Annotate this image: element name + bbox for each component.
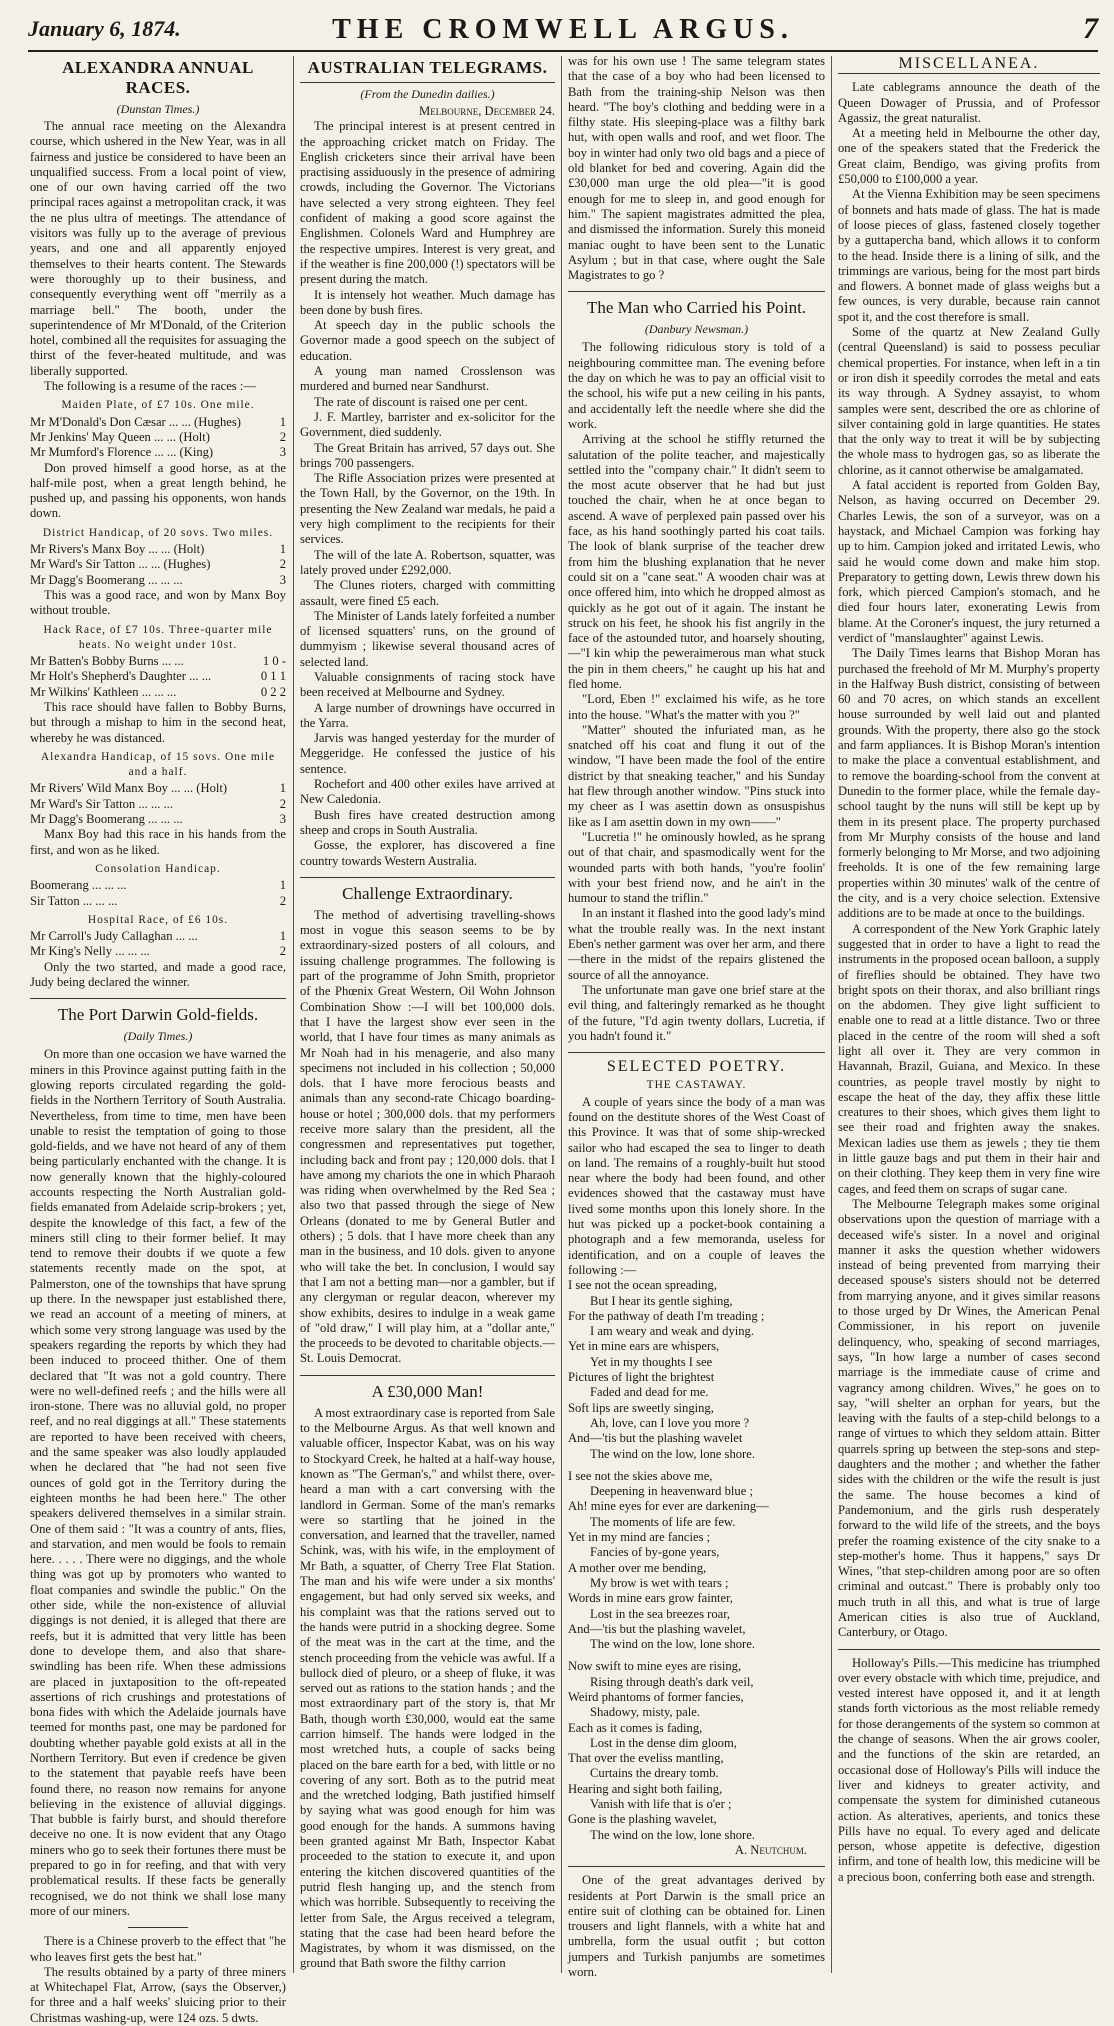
poem-line: And—'tis but the plashing wavelet (568, 1431, 743, 1446)
telegram-items (300, 119, 555, 869)
poem-line: Words in mine ears grow fainter, (568, 1591, 733, 1606)
poem-line: Ah! mine eyes for ever are darkening— (568, 1499, 769, 1514)
poem-line: I see not the skies above me, (568, 1468, 713, 1483)
poem-line: And—'tis but the plashing wavelet, (568, 1621, 746, 1636)
hospital-note: Only the two started, and made a good race, Judy being declared the winner. (30, 959, 286, 990)
point-paragraph: The unfortunate man gave one brief stare at the evil thing, and falteringly remarked as he thought of the future, "I'd agin twenty dollars, Lucretia, if you hadn't found it." (568, 982, 825, 1043)
telegram-item: Valuable consignments of racing stock have been received at Melbourne and Sydney. (300, 669, 555, 700)
miscellanea-item: A fatal accident is reported from Golden Bay, Nelson, as having occurred on December 29. Charles Lewis, the son of a surveyor, was on a haystack, and Michael Campion was forking hay up to him. Campion joked and irritated Lewis, who said he would come down and make him stop. Preparatory to getting down, Lewis threw down his fork, which pierced Campion's stomach, and he died four hours later, exonerating Lewis from blame. At the Coroner's inquest, the jury returned a verdict of "manslaughter" against Lewis. (838, 478, 1100, 645)
hack-race-heading: Hack Race, of £7 10s. Three-quarter mile heats. No weight under 10st. (43, 623, 273, 651)
point-paragraph: "Lord, Eben !" exclaimed his wife, as he tore into the house. "What's the matter with you ?" (568, 692, 825, 722)
miscellanea-item: A correspondent of the New York Graphic lately suggested that in order to have a light to read the instruments in the proposed ocean balloon, a supply of fireflies should be obtained. They have two bright spots on their thorax, and also brilliant rings on the abdomen. They give light sufficient to enable one to read at a little distance. Two or three placed in the centre of the room will shed a soft light all over it. They are very common in Havannah, Brazil, Guiana, and Mexico. In these countries, as people travel mostly by night to escape the heat of the day, they affix these little creatures to their shoes, which gives them light to see their road and frighten away the snakes. Mexican ladies use them as jewels ; they tie them in little gauze bags and put them in their hair and on their clothing. They keep them in very fine wire cages, and feed them on scraps of sugar cane. (838, 921, 1100, 1196)
column-rule (831, 56, 832, 1973)
telegrams-heading: AUSTRALIAN TELEGRAMS. (307, 58, 548, 77)
column-4 (838, 54, 1100, 1975)
divider (838, 73, 1100, 74)
poem-line: The wind on the low, lone shore. (590, 1827, 755, 1842)
poem-line: The wind on the low, lone shore. (590, 1446, 755, 1461)
result-row: Sir Tatton ... ... ... 2 (30, 893, 286, 908)
poem-line: Yet in mine ears are whispers, (568, 1339, 720, 1354)
result-row: Mr Carroll's Judy Callaghan ... ... 1 (30, 929, 286, 944)
telegram-item: Rochefort and 400 other exiles have arrived at New Caledonia. (300, 777, 555, 807)
challenge-article: The method of advertising travelling-shows most in vogue this season seems to be by extraordinary-sized posters of all colours, and issuing challenge programmes. The following is part of the programme of John Smith, proprietor of the Phœnix Great Western, Oil Wohn Johnson Combination Show :—I will bet 100,000 dols. that I have the largest show ever seen in the world, that I have four times as many animals as Mr Noah had in his menagerie, and also many specimens not included in his collection ; 50,000 dols. that I have more ferocious beasts and animals than any second-rate Chicago boarding-house or hotel ; 300,000 dols. that my performers receive more salary than the president, all the congressmen and representatives put together, including back and front pay ; 120,000 dols. that I have among my chariots the one in which Pharaoh was riding when overwhelmed by the Red Sea ; also two that passed through the siege of New Orleans (donated to me by General Butler and others) ; 5 dols. that I have more cheek than any man in the business, and 10 dols. given to anyone who will take the bet. In conclusion, I would say that I am not a betting man—nor a gambler, but if any clergyman or regular deacon, wherever my show exhibits, desires to indulge in a weak game of "old draw," I will play him, at a "dollar ante," the proceeds to be devoted to charitable objects.—St. Louis Democrat. (300, 907, 555, 1366)
divider (300, 877, 555, 878)
maiden-plate-heading: Maiden Plate, of £7 10s. One mile. (61, 399, 255, 412)
continued-article: was for his own use ! The same telegram states that the case of a boy who had been licensed to Bath from the training-ship Nelson was then heard. "The boy's clothing and bedding were in a filthy state. His sleeping-place was a filthy bark hut, with open walls and roof, and wet floor. The boy in winter had only two old bags and a piece of old blanket for bed and covering. Again did the £30,000 man urge the old plea—"it is good enough for me to sleep in, and good enough for him." The sapient magistrates admitted the plea, and dismissed the information. Surely this moneid maniac ought to have been sent to the Lunatic Asylum ; but in that case, where ought the Sale Magistrates to go ? (568, 54, 825, 283)
poem-line: Pictures of light the brightest (568, 1370, 715, 1385)
divider (300, 1375, 555, 1376)
poem-line: The wind on the low, lone shore. (590, 1637, 755, 1652)
newspaper-title: THE CROMWELL ARGUS. (332, 14, 794, 45)
poem-line: That over the eveliss mantling, (568, 1751, 724, 1766)
poem-line: I see not the ocean spreading, (568, 1278, 717, 1293)
miscellanea-heading: MISCELLANEA. (898, 55, 1040, 72)
point-paragraph: Arriving at the school he stiffly returned the salutation of the polite teacher, and majestically settled into the "company chair." It didn't seem to the most acute observer that he had but just touched the chair, when he at once began to ascend. A wave of perplexed pain passed over his face, as his hand soothingly parted his coat tails. The look of blank surprise of the teacher drew from him the blushing explanation that he never could sit on a "cane seat." A wooden chair was at once offered him, into which he dropped almost as quickly as he got out of it again. The instant he struck on his feet, he shook his fist angrily in the face of the astounded tutor, and hoarsely shouting,—"I kin whip the peweraimerous man what stuck the pin in them cheers," he caught up his hat and fled home. (568, 432, 825, 691)
result-row: Mr Dagg's Boomerang ... ... ... 3 (30, 812, 286, 827)
result-row: Mr King's Nelly ... ... ... 2 (30, 944, 286, 959)
divider (568, 1866, 825, 1867)
result-row: Mr Mumford's Florence ... ... (King) 3 (30, 445, 286, 460)
column-2 (300, 54, 555, 1975)
divider (128, 1927, 188, 1928)
poem-line: Lost in the dense dim gloom, (590, 1735, 737, 1750)
poem-line: Lost in the sea breezes roar, (590, 1606, 731, 1621)
telegram-item: The Clunes rioters, charged with committing assault, were fined £5 each. (300, 578, 555, 608)
telegram-item: Gosse, the explorer, has discovered a fine country towards Western Australia. (300, 838, 555, 868)
poem-line: My brow is wet with tears ; (590, 1575, 729, 1590)
miscellanea-items (838, 80, 1100, 1640)
page-number: 7 (1083, 12, 1098, 45)
poem-line: Soft lips are sweetly singing, (568, 1400, 714, 1415)
stanza-gap (568, 1462, 825, 1469)
divider (300, 82, 555, 83)
result-row: Mr Ward's Sir Tatton ... ... ... 2 (30, 796, 286, 811)
whitechapel-note: The results obtained by a party of three miners at Whitechapel Flat, Arrow, (says the Observer,) for three and a half weeks' sluicing prior to their Christmas washing-up, were 124 ozs. 5 dwts. (30, 1964, 286, 2025)
poem (568, 1278, 825, 1843)
divider (838, 1649, 1100, 1650)
poetry-heading: SELECTED POETRY. (606, 1058, 787, 1076)
hack-note: This race should have fallen to Bobby Burns, but through a mishap to him in the second heat, whereby he was distanced. (30, 699, 286, 745)
district-handicap-heading: District Handicap, of 20 sovs. Two miles. (42, 526, 274, 539)
telegram-item: At speech day in the public schools the Governor made a good speech on the subject of education. (300, 318, 555, 363)
telegram-item: A young man named Crosslenson was murdered and burned near Sandhurst. (300, 364, 555, 394)
telegram-item: The Minister of Lands lately forfeited a number of licensed squatters' runs, on the ground of dummyism ; likewise several thousand acres of selected land. (300, 608, 555, 669)
darwin-heading: The Port Darwin Gold-fields. (57, 1005, 259, 1025)
races-source: (Dunstan Times.) (116, 102, 200, 116)
poem-line: Fancies of by-gone years, (590, 1545, 720, 1560)
maiden-note: Don proved himself a good horse, as at the half-mile post, when a great length behind, he pushed up, and passing his opponents, won hands down. (30, 460, 286, 521)
miscellanea-item: The Daily Times learns that Bishop Moran has purchased the freehold of Mr M. Murphy's property in the Halfway Bush district, consisting of between 60 and 70 acres, on which stands an excellent house surrounded by well laid out and planted grounds. With the property, there also go the stock and farm appliances. It is Bishop Moran's intention to make the place a conventual establishment, and to remove the boarding-school from the convent at Dunedin to the former place, while the female day-school taught by the nuns will still be kept up by them in its present place. The property purchased from Mr Murphy consists of the house and land formerly belonging to Mr Morse, and two adjoining freeholds. It is one of the few remaining large properties within 30 minutes' walk of the centre of the city, and is a very choice selection. Extensive additions are to be made at once to the buildings. (838, 646, 1100, 921)
point-paragraph: The following ridiculous story is told of a neighbouring committee man. The evening before the day on which he was to pay an official visit to the school, his wife put a new ceiling in his pants, and accidentally left the needle where she did the work. (568, 340, 825, 431)
telegram-item: The Great Britain has arrived, 57 days out. She brings 700 passengers. (300, 440, 555, 470)
poem-line: Faded and dead for me. (590, 1385, 709, 1400)
column-rule (561, 56, 562, 1973)
alexandra-note: Manx Boy had this race in his hands from the first, and won as he liked. (30, 827, 286, 857)
consolation-heading: Consolation Handicap. (95, 862, 221, 875)
issue-date: January 6, 1874. (28, 16, 181, 41)
challenge-heading: Challenge Extraordinary. (342, 883, 513, 903)
miscellanea-item: Some of the quartz at New Zealand Gully (central Queensland) is said to possess peculiar chemical properties. For instance, when left in a tin or iron dish it speedily corrodes the metal and eats its way through. A Sydney assayist, to whom samples were sent, described the ore as chlorine of silver containing gold in large quantities. He states that the only way to treat it will be by subjecting the whole mass to hydrogen gas, so as liberate the chlorine, as it cannot otherwise be amalgamated. (838, 325, 1100, 477)
column-3 (568, 54, 825, 1980)
result-row: Mr Ward's Sir Tatton ... ... (Hughes) 2 (30, 557, 286, 572)
point-paragraph: "Matter" shouted the infuriated man, as he snatched off his coat and flung it out of the window, "I have been made the fool of the entire district by that sneaking teacher," and his Sunday hat flew through another window. "Pins stuck into my cheer as I was asettin down as onsuspishus like as I am asettin down in my own——" (568, 722, 825, 829)
point-paragraph: "Lucretia !" he ominously howled, as he sprang out of that chair, and spasmodically went for the wounded parts with both hands, "you're foolin' with your best friend now, and he ain't in the humour to stand the triflin." (568, 829, 825, 906)
poem-line: The moments of life are few. (590, 1514, 736, 1529)
alexandra-handicap-heading: Alexandra Handicap, of 15 sovs. One mile and a half. (40, 750, 276, 779)
poem-line: Now swift to mine eyes are rising, (568, 1659, 742, 1674)
telegram-item: Jarvis was hanged yesterday for the murder of Meggeridge. He confessed the justice of his sentence. (300, 731, 555, 776)
poem-line: Each as it comes is fading, (568, 1720, 703, 1735)
telegram-item: A large number of drownings have occurred in the Yarra. (300, 700, 555, 730)
divider (568, 291, 825, 292)
miscellanea-item: The Melbourne Telegraph makes some original observations upon the question of marriage with a deceased wife's sister. In a novel and original manner it asks the question whether widowers instead of being prevented from marrying their deceased spouse's sisters should not be deterred from marrying anyone, and it gives similar reasons to those urged by Dr Wines, the American Penal Commissioner, in his report on juvenile delinquency, who, speaking of second marriages, says, "In how large a number of cases second marriage is the immediate cause of crime and vagrancy among children. Wives," he goes on to say, "will shelter an orphan for years, but the leaving with the faults of a step-child belongs to a range of virtues to which they seldom attain. Bitter quarrels spring up between the step-sons and step-daughters and the mother ; and whether the father sides with the children or the wife the result is just the same. The house becomes a kind of Pandemonium, and the girls rush desperately forward to the wild life of the streets, and the boys prefer the roaming existence of the city snake to a step-mother's home. Thus it happens," says Dr Wines, "that step-children among poor are so often criminal and outcast." There is probably only too much truth in all this, and what is true of large American cities is also true of Auckland, Canterbury, or Otago. (838, 1196, 1100, 1640)
district-note: This was a good race, and won by Manx Boy without trouble. (30, 587, 286, 618)
poem-line: A mother over me bending, (568, 1560, 707, 1575)
column-1 (30, 54, 287, 2025)
telegram-item: The will of the late A. Robertson, squatter, was lately proved under £292,000. (300, 547, 555, 577)
poem-line: Ah, love, can I love you more ? (590, 1415, 750, 1430)
poem-line: Shadowy, misty, pale. (590, 1705, 700, 1720)
result-row: Mr Dagg's Boomerang ... ... ... 3 (30, 572, 286, 587)
telegram-item: J. F. Martley, barrister and ex-solicitor for the Government, died suddenly. (300, 409, 555, 440)
races-resume: The following is a resume of the races :— (44, 379, 256, 394)
poem-line: I am weary and weak and dying. (590, 1324, 755, 1339)
masthead (28, 6, 1098, 52)
poem-line: Rising through death's dark veil, (590, 1674, 754, 1689)
result-row: Mr Rivers's Manx Boy ... ... (Holt) 1 (30, 542, 286, 557)
result-row: Mr Holt's Shepherd's Daughter ... ... 0 1 1 (30, 669, 286, 684)
miscellanea-item: At a meeting held in Melbourne the other day, one of the speakers stated that the Frederick the Great claim, Bendigo, was giving profits from £50,000 to £100,000 a year. (838, 126, 1100, 187)
poem-line: Yet in my thoughts I see (590, 1354, 713, 1369)
result-row: Boomerang ... ... ... 1 (30, 878, 286, 893)
poem-line: Vanish with life that is o'er ; (590, 1797, 732, 1812)
point-paragraphs (568, 340, 825, 1044)
telegram-item: The principal interest is at present centred in the approaching cricket match on Friday. The English cricketers since their arrival have been practising assiduously in the presence of admiring crowds, including the Governor. The Victorians have selected a very strong eighteen. They feel confident of making a good score against the Englishmen. Colonels Ward and Humphrey are the respective umpires. Interest is very great, and if the weather is fine 200,000 (!) spectators will be present during the match. (300, 119, 555, 287)
poem-line: Weird phantoms of former fancies, (568, 1689, 744, 1704)
thirty-thousand-man-article: A most extraordinary case is reported from Sale to the Melbourne Argus. As that well known and valuable officer, Inspector Kabat, was on his way to Stockyard Creek, he halted at a half-way house, known as "The German's," and whilst there, over-heard a man with a cart conversing with the landlord in German. Some of the man's remarks were so startling that he joined in the conversation, and learned that the traveller, named Schink, was, with his wife, in the employment of Mr Bath, a squatter, of Cherry Tree Flat Station. The man and his wife were under a six months' engagement, but had only served six weeks, and his complaint was that the rations served out to the hands were putrid in a shocking degree. Some of the meat was in the cart at the time, and the stench proceeding from the vehicle was awful. If a bullock died of pleuro, or a sheep of fluke, it was served out as rations to the station hands ; and the most extraordinary part of the story is, that Mr Bath, though worth £30,000, would eat the same carrion himself. The hands were lodged in the most wretched huts, a couple of sacks being placed on the bare earth for a bed, with little or no covering of any sort. Both as to the putrid meat and the wretched lodging, Bath justified himself by saying what was good enough for him was good enough for the hands. A summons having been granted against Mr Bath, Inspector Kabat proceeded to the station to execute it, and upon entering the kitchen discovered quantities of the putrid flesh hanging up, and the stench from which was horrible. Subsequently to receiving the letter from Sale, the Argus received a telegram, stating that the case had been heard before the Magistrates, by whom it was dismissed, on the ground that Bath swore the filthy carrion (300, 1405, 555, 1971)
result-row: Mr Rivers' Wild Manx Boy ... ... (Holt) 1 (30, 781, 286, 796)
poem-intro: A couple of years since the body of a man was found on the destitute shores of the West Coast of this Province. It was that of some ship-wrecked sailor who had escaped the sea to linger to death on land. The remains of a roughly-built hut stood near where the body had been found, and other evidences showed that the castaway must have lived some months upon this lonely shore. In the hut was picked up a pocket-book containing a photograph and a few memoranda, useless for identification, and on a couple of leaves the following :— (568, 1094, 825, 1277)
result-row: Mr Wilkins' Kathleen ... ... ... 0 2 2 (30, 684, 286, 699)
port-darwin-clothing: One of the great advantages derived by residents at Port Darwin is the small price an entire suit of clothing can be obtained for. Linen trousers and light flannels, with a white hat and umbrella, form the usual outfit ; but cotton jumpers and Turkish panjumbs are sometimes worn. (568, 1873, 825, 1980)
divider (568, 1052, 825, 1053)
chinese-proverb: There is a Chinese proverb to the effect that "he who leaves first gets the best hat." (30, 1934, 286, 1964)
telegram-item: The Rifle Association prizes were presented at the Town Hall, by the Governor, on the 19th. In presenting the New Zealand war medals, he paid a very high compliment to the recipients for their services. (300, 471, 555, 547)
poem-line: Deepening in heavenward blue ; (590, 1484, 753, 1499)
telegrams-source: (From the Dunedin dailies.) (360, 87, 495, 101)
miscellanea-item: At the Vienna Exhibition may be seen specimens of bonnets and hats made of glass. The hat is made of loose pieces of glass, fastened closely together by a guttapercha band, which allows it to conform to the head. Inside there is a lining of silk, and the trimmings are various, being for the most part birds and flowers. A bonnet made of glass weighs but a few ounces, is very durable, because rain cannot spot it, and the cost therefore is small. (838, 187, 1100, 324)
darwin-source: (Daily Times.) (123, 1029, 193, 1044)
column-rule (293, 56, 294, 1973)
poem-line: Yet in my mind are fancies ; (568, 1530, 711, 1545)
telegram-item: The rate of discount is raised one per cent. (314, 394, 528, 409)
poem-author: A. Neutchum. (734, 1842, 807, 1857)
poem-title: THE CASTAWAY. (646, 1079, 747, 1092)
thirty-thousand-man-heading: A £30,000 Man! (371, 1381, 484, 1401)
result-row: Mr Jenkins' May Queen ... ... (Holt) 2 (30, 429, 286, 444)
holloway-advert: Holloway's Pills.—This medicine has triumphed over every obstacle with which time, prejudice, and vested interest have opposed it, and it at length stands forth victorious as the most reliable remedy for those derangements of the system so common at the change of seasons. When the air grows cooler, and the functions of the skin are retarded, an occasional dose of Holloway's Pills will induce the liver and kidneys to greater activity, and compensate the system for diminished cutaneous action. As alteratives, aperients, and tonics these Pills have no equal. To every aged and delicate person, whose appetite is defective, digestion infirm, and tone of health low, this medicine will be a precious boon, conferring both ease and strength. (838, 1655, 1100, 1884)
races-heading: ALEXANDRA ANNUAL RACES. (62, 58, 254, 97)
result-row: Mr M'Donald's Don Cæsar ... ... (Hughes) 1 (30, 414, 286, 429)
result-row: Mr Batten's Bobby Burns ... ... 1 0 - (30, 654, 286, 669)
stanza-gap (568, 1652, 825, 1659)
point-paragraph: In an instant it flashed into the good lady's mind what the trouble really was. In the next instant Eben's nether garment was over her arm, and there—there in the midst of the repairs glistened the source of all the annoyance. (568, 906, 825, 982)
darwin-article: On more than one occasion we have warned the miners in this Province against putting faith in the glowing reports circulated regarding the gold-fields in the Northern Territory of South Australia. Nevertheless, from time to time, men have been unable to resist the temptation of going to those gold-fields, and we have not heard of any of them being particularly enchanted with the change. It is now generally known that the highly-coloured accounts respecting the North Australian gold-fields emanated from Adelaide scrip-brokers ; yet, despite the knowledge of this fact, a few of the miners still cling to their former belief. It may tend to remove their doubts if we quote a few statements recently made on the spot, at Palmerston, one of the townships that have sprung up there. In the newspaper just established there, we read an account of a meeting of miners, at which some very strong language was used by the speakers regarding the reports by which they had been induced to proceed thither. One of them declared that "It was not a gold country. There were no well-defined reefs ; and the hills were all iron-stone. There was no alluvial gold, no proper reef, and no real diggings at all." These statements are reported to have been received with cheers, and the same speaker was also loudly applauded when he declared that "he had not seen five ounces of gold got in the Territory during the eighteen months he had been here." The other speakers delivered themselves in a similar strain. One of them said : "It was a country of ants, flies, and starvation, and men would be fools to remain here. . . . . There were no diggings, and the whole thing was got up by promoters who wanted to float companies and swindle the public." On the other side, while the non-existence of alluvial diggings is not denied, it is alleged that there are reefs, but it is admitted that very little has been done to develope them, and also that share-swindling has been rife. When these admissions are placed in juxtaposition to the oft-repeated assertions of rich crushings and protestations of bona fides with which the Adelaide journals have teemed for months past, one may be pardoned for doubting whether payable gold exists at all in the Northern Territory. But even if credence be given to the statement that payable reefs have been found there, no reason now remains for anyone believing in the existence of alluvial diggings. That bubble is fairly burst, and should therefore deceive no one. It is now evident that any Otago miners who go to seek their fortunes there must be prepared to go in for reefing, and that with very problematical results. If these facts be generally recognised, we do not think we shall lose many more of our miners. (30, 1047, 286, 1918)
point-source: (Danbury Newsman.) (644, 322, 749, 337)
hospital-race-heading: Hospital Race, of £6 10s. (87, 913, 229, 926)
telegrams-dateline: Melbourne, December 24. (419, 104, 555, 118)
divider (30, 998, 286, 999)
telegram-item: Bush fires have created destruction among sheep and crops in South Australia. (300, 807, 555, 837)
poem-line: But I hear its gentle sighing, (590, 1293, 733, 1308)
poem-line: For the pathway of death I'm treading ; (568, 1308, 765, 1323)
races-intro: The annual race meeting on the Alexandra course, which ushered in the New Year, was in all fairness and justice be considered to have been an unqualified success. From a local point of view, one of our own having carried off the two principal races against a metropolitan crack, it was the ne plus ultra of meetings. The attendance of visitors was fully up to the average of previous years, and one and all apparently enjoyed themselves to their hearts content. The Stewards were thoroughly up to their business, and consequently everything went off "merrily as a marriage bell." The booth, under the superintendence of Mr M'Donald, of the Criterion hotel, combined all the requisites for assuaging the thirst of the fever-heated multitude, and was liberally supported. (30, 119, 287, 378)
poem-line: Hearing and sight both failing, (568, 1781, 723, 1796)
miscellanea-item: Late cablegrams announce the death of the Queen Dowager of Prussia, and of Professor Agassiz, the great naturalist. (838, 80, 1100, 125)
telegram-item: It is intensely hot weather. Much damage has been done by bush fires. (300, 287, 555, 317)
point-heading: The Man who Carried his Point. (586, 298, 807, 318)
poem-line: Gone is the plashing wavelet, (568, 1812, 717, 1827)
poem-line: Curtains the dreary tomb. (590, 1766, 719, 1781)
